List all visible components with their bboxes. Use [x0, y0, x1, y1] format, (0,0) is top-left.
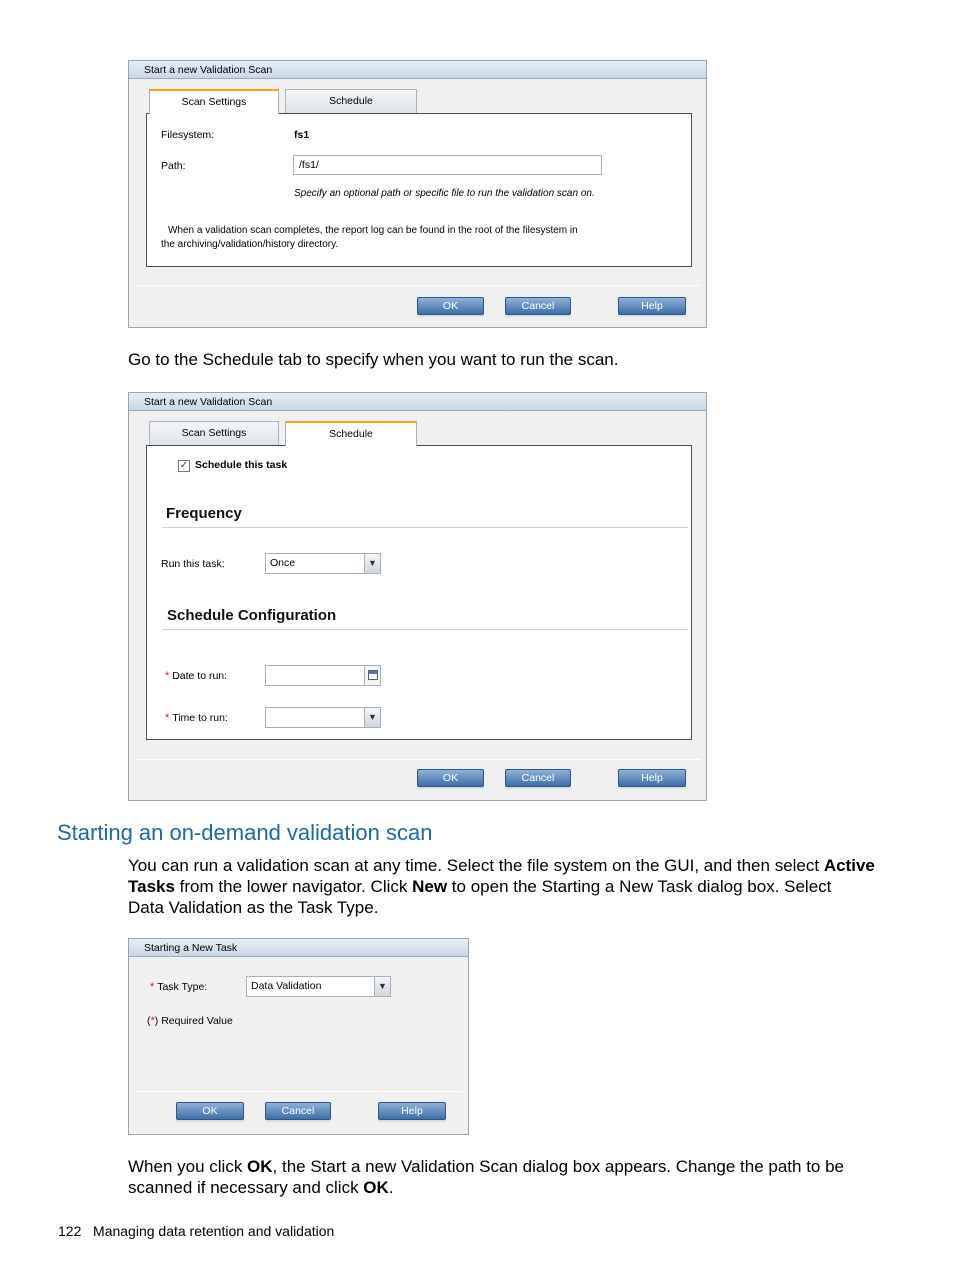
tasks-keyword: Tasks — [128, 877, 175, 896]
para3-text: scanned if necessary and click — [128, 1178, 364, 1197]
task-type-label-text: Task Type: — [157, 981, 208, 993]
help-button[interactable]: Help — [618, 297, 686, 315]
report-note-line1: When a validation scan completes, the report log can be found in the root of the filesystem in — [168, 225, 578, 236]
calendar-icon[interactable] — [364, 666, 380, 685]
tab-schedule[interactable]: Schedule — [285, 421, 417, 446]
date-label-text: Date to run: — [172, 670, 228, 682]
ok-keyword: OK — [247, 1157, 273, 1176]
validation-scan-dialog-schedule — [128, 392, 707, 801]
new-keyword: New — [412, 877, 448, 896]
config-divider — [162, 629, 688, 630]
on-demand-instructions — [128, 855, 888, 918]
para2-line3: Data Validation as the Task Type. — [128, 898, 379, 917]
cancel-button[interactable]: Cancel — [505, 297, 571, 315]
schedule-checkbox-label: Schedule this task — [195, 459, 288, 471]
chapter-title: Managing data retention and validation — [93, 1223, 335, 1239]
cancel-button[interactable]: Cancel — [505, 769, 571, 787]
frequency-heading: Frequency — [166, 505, 242, 522]
schedule-panel — [146, 445, 692, 740]
path-input[interactable]: /fs1/ — [293, 155, 602, 175]
time-label-text: Time to run: — [172, 712, 228, 724]
required-asterisk: * — [165, 670, 170, 682]
ok-button[interactable]: OK — [417, 769, 484, 787]
frequency-divider — [162, 527, 688, 528]
report-note-line2: the archiving/validation/history directory. — [161, 239, 339, 250]
chevron-down-icon[interactable]: ▼ — [374, 977, 390, 996]
run-task-label: Run this task: — [161, 558, 225, 570]
para3-text: When you click — [128, 1157, 248, 1176]
para2-text: You can run a validation scan at any time. Select the file system on the GUI, and then select — [128, 856, 824, 875]
section-heading: Starting an on-demand validation scan — [57, 820, 433, 845]
tab-schedule[interactable]: Schedule — [285, 89, 417, 113]
required-asterisk: * — [150, 1015, 155, 1027]
required-value-note: (*) Required Value — [147, 1015, 233, 1027]
date-input[interactable] — [265, 665, 381, 686]
filesystem-label: Filesystem: — [161, 129, 215, 141]
ok-button[interactable]: OK — [176, 1102, 244, 1120]
path-hint: Specify an optional path or specific file to run the validation scan on. — [294, 188, 595, 199]
para3-line2 — [128, 1177, 888, 1198]
tab-scan-settings[interactable]: Scan Settings — [149, 421, 279, 445]
task-type-label — [150, 981, 207, 993]
time-label — [165, 712, 228, 724]
para3-text: , the Start a new Validation Scan dialog box appears. Change the path to be — [272, 1157, 845, 1176]
ok-result-instructions — [128, 1156, 888, 1198]
button-separator — [136, 759, 700, 760]
para2-text: to open the Starting a New Task dialog box. Select — [447, 877, 832, 896]
cancel-button[interactable]: Cancel — [265, 1102, 331, 1120]
required-asterisk: * — [165, 712, 170, 724]
task-type-value: Data Validation — [251, 980, 322, 992]
required-asterisk: * — [150, 981, 155, 993]
scan-settings-panel — [146, 113, 692, 267]
dialog-title: Start a new Validation Scan — [129, 393, 706, 411]
ok-button[interactable]: OK — [417, 297, 484, 315]
para2-line2 — [128, 876, 888, 897]
schedule-tab-instruction: Go to the Schedule tab to specify when you want to run the scan. — [128, 350, 619, 369]
page-number: 122 — [58, 1223, 82, 1239]
dialog-title: Starting a New Task — [129, 939, 468, 957]
path-label: Path: — [161, 160, 186, 172]
tab-scan-settings[interactable]: Scan Settings — [149, 89, 279, 114]
time-select[interactable] — [265, 707, 381, 728]
run-task-value: Once — [270, 557, 296, 569]
para2-line1 — [128, 855, 888, 876]
button-separator — [136, 1091, 462, 1092]
task-type-select[interactable] — [246, 976, 391, 997]
button-separator — [136, 285, 700, 286]
dialog-title: Start a new Validation Scan — [129, 61, 706, 79]
active-keyword: Active — [823, 856, 875, 875]
date-label — [165, 670, 227, 682]
validation-scan-dialog-settings — [128, 60, 707, 328]
run-task-select[interactable] — [265, 553, 381, 574]
chevron-down-icon[interactable]: ▼ — [364, 554, 380, 573]
help-button[interactable]: Help — [378, 1102, 446, 1120]
starting-new-task-dialog — [128, 938, 469, 1135]
page-footer — [58, 1223, 334, 1239]
required-value-text: Required Value — [158, 1015, 233, 1027]
help-button[interactable]: Help — [618, 769, 686, 787]
ok-keyword: OK — [363, 1178, 389, 1197]
para3-line1 — [128, 1156, 888, 1177]
para2-text: from the lower navigator. Click — [174, 877, 413, 896]
chevron-down-icon[interactable]: ▼ — [364, 708, 380, 727]
filesystem-value: fs1 — [294, 129, 310, 141]
schedule-configuration-heading: Schedule Configuration — [167, 607, 337, 624]
para3-text: . — [388, 1178, 394, 1197]
schedule-checkbox[interactable]: ✓ — [179, 460, 189, 471]
